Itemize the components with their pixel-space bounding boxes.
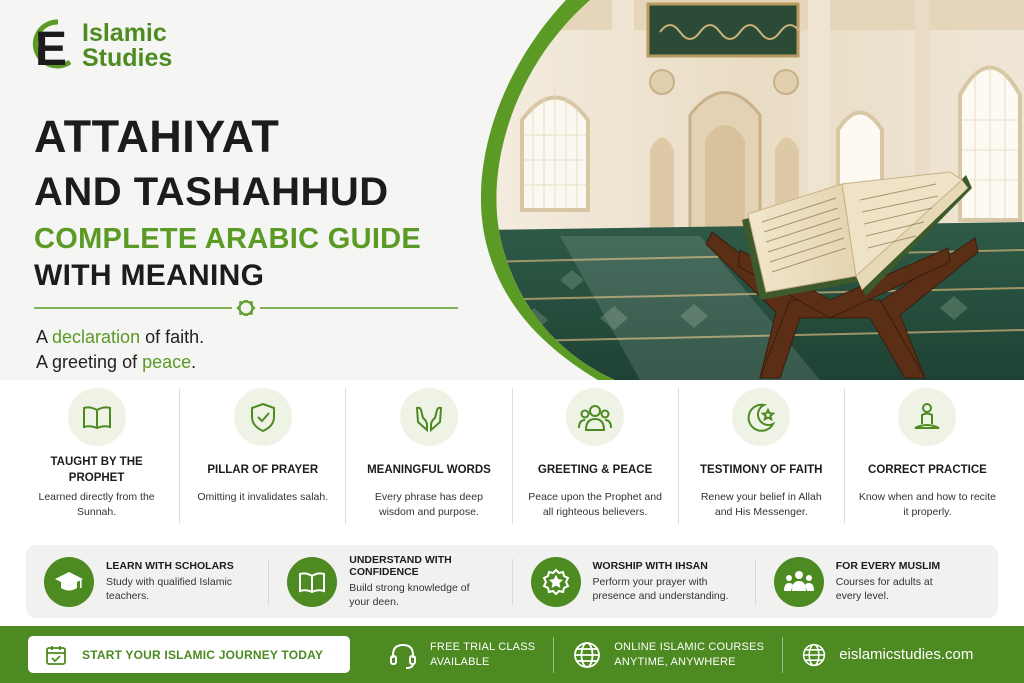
benefit-title: UNDERSTAND WITH CONFIDENCE xyxy=(349,554,452,578)
ornament-divider xyxy=(34,300,458,316)
brand-name xyxy=(82,21,172,71)
tagline-peace: A greeting of peace. xyxy=(36,352,197,372)
open-book-icon xyxy=(68,388,126,446)
brand-logo[interactable] xyxy=(28,18,172,74)
globe-icon xyxy=(572,640,602,670)
page-title-line2: AND TASHAHHUD xyxy=(34,170,389,214)
family-group-icon xyxy=(774,557,824,607)
feature-title: TAUGHT BY THE PROPHET xyxy=(50,456,143,484)
online-courses-info xyxy=(553,637,782,673)
feature-testimony-of-faith xyxy=(679,388,845,524)
subtitle-line2: WITH MEANING xyxy=(34,259,265,292)
shield-check-icon xyxy=(234,388,292,446)
start-journey-button[interactable] xyxy=(28,636,350,673)
feature-desc: Renew your belief in Allah and His Messenger. xyxy=(700,491,822,518)
praying-hands-icon xyxy=(400,388,458,446)
benefit-title: FOR EVERY MUSLIM xyxy=(835,560,941,572)
feature-pillar-of-prayer xyxy=(180,388,346,524)
brand-name-line1: Islamic xyxy=(82,19,167,47)
free-trial-info xyxy=(370,637,553,673)
feature-taught-by-prophet xyxy=(14,388,180,524)
benefit-desc: Build strong knowledge of your deen. xyxy=(349,582,470,608)
feature-greeting-peace xyxy=(513,388,679,524)
benefits-strip xyxy=(26,545,998,618)
logo-letter: E xyxy=(35,23,68,74)
calendar-check-icon xyxy=(44,643,68,667)
feature-desc: Know when and how to recite it properly. xyxy=(858,491,997,518)
subtitle-line1: COMPLETE ARABIC GUIDE xyxy=(34,223,422,255)
feature-list xyxy=(14,388,1010,524)
feature-title: CORRECT PRACTICE xyxy=(868,464,987,476)
benefit-learn-with-scholars xyxy=(26,559,269,605)
feature-desc: Omitting it invalidates salah. xyxy=(197,491,329,503)
tagline-faith: A declaration of faith. xyxy=(36,327,205,347)
logo-e-mark-icon xyxy=(28,18,74,74)
tagline-accent-peace: peace xyxy=(142,352,192,372)
benefit-for-every-muslim xyxy=(756,559,998,605)
feature-desc: Peace upon the Prophet and all righteous believers. xyxy=(528,491,662,518)
headset-icon xyxy=(388,640,418,670)
feature-title: TESTIMONY OF FAITH xyxy=(700,464,823,476)
website-link[interactable] xyxy=(782,637,991,673)
feature-desc: Every phrase has deep wisdom and purpose. xyxy=(374,491,483,518)
star-badge-icon xyxy=(531,557,581,607)
feature-meaningful-words xyxy=(346,388,512,524)
benefit-worship-with-ihsan xyxy=(513,559,756,605)
footer-bar xyxy=(0,626,1024,683)
feature-title: MEANINGFUL WORDS xyxy=(367,464,491,476)
feature-desc: Learned directly from the Sunnah. xyxy=(38,491,155,518)
feature-title: PILLAR OF PRAYER xyxy=(207,464,319,476)
benefit-desc: Perform your prayer with presence and understanding. xyxy=(592,576,729,602)
seated-person-icon xyxy=(898,388,956,446)
benefit-understand-with-confidence xyxy=(269,554,512,608)
free-trial-line1: FREE TRIAL CLASS xyxy=(430,640,536,653)
benefit-title: WORSHIP WITH IHSAN xyxy=(592,560,708,572)
globe-icon xyxy=(801,642,827,668)
online-courses-line2: ANYTIME, ANYWHERE xyxy=(614,655,736,668)
page-title-line1: ATTAHIYAT xyxy=(34,111,280,162)
graduation-cap-icon xyxy=(44,557,94,607)
start-journey-label: START YOUR ISLAMIC JOURNEY TODAY xyxy=(82,647,324,662)
free-trial-line2: AVAILABLE xyxy=(430,655,490,668)
benefit-desc: Courses for adults at every level. xyxy=(835,576,933,602)
benefit-desc: Study with qualified Islamic teachers. xyxy=(106,576,233,602)
brand-name-line2: Studies xyxy=(82,44,173,72)
crescent-star-icon xyxy=(732,388,790,446)
feature-title: GREETING & PEACE xyxy=(537,464,653,476)
tagline-accent-declaration: declaration xyxy=(52,327,141,347)
feature-correct-practice xyxy=(845,388,1010,524)
benefit-title: LEARN WITH SCHOLARS xyxy=(106,560,234,572)
online-courses-line1: ONLINE ISLAMIC COURSES xyxy=(614,640,765,653)
people-group-icon xyxy=(566,388,624,446)
website-url: eislamicstudies.com xyxy=(839,646,974,663)
open-book-icon xyxy=(287,557,337,607)
